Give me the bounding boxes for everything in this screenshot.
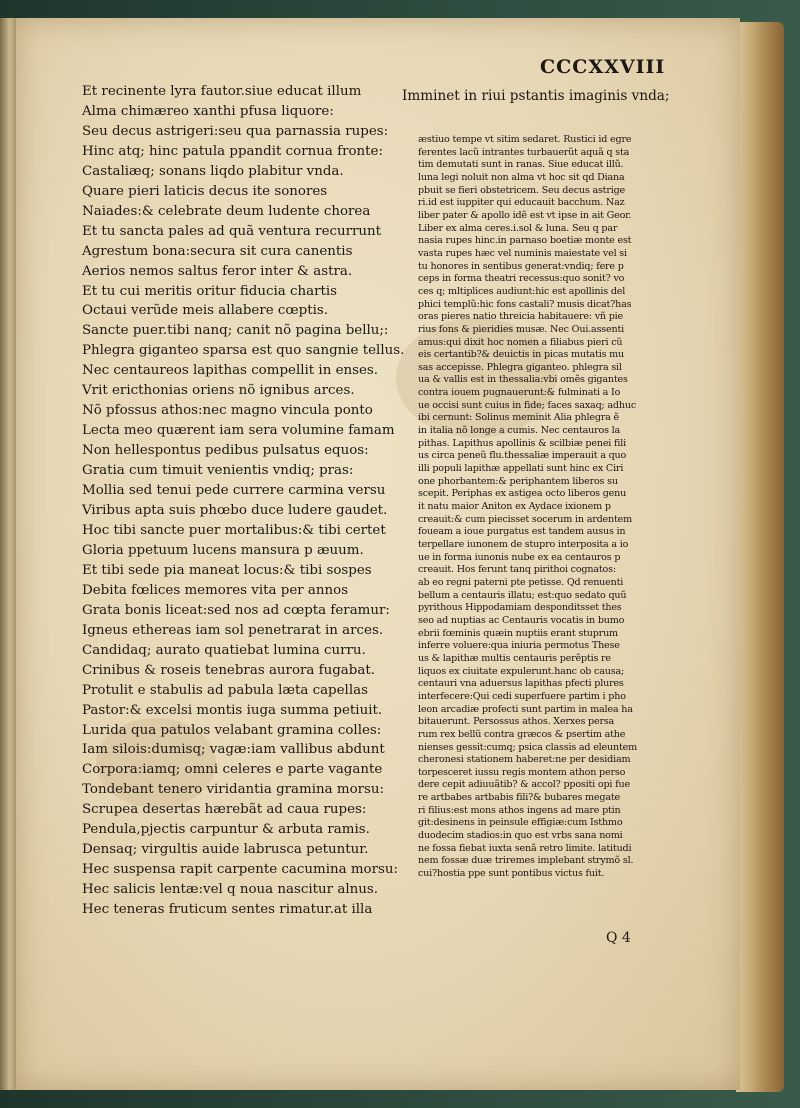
commentary-line: ri filius:est mons athos ingens ad mare ptin [418, 804, 621, 816]
verse-line: Seu decus astrigeri:seu qua parnassia rupes: [82, 123, 389, 139]
verse-line: Igneus ethereas iam sol penetrarat in arces. [82, 622, 384, 638]
commentary-line: creauit. Hos ferunt tanq pirithoi cognatos: [418, 564, 616, 576]
commentary-line: creauit:& cum piecisset socerum in ardentem [418, 513, 633, 525]
commentary-line: ces q; mltiplices audiunt:hic est apollinis del [418, 285, 626, 297]
commentary-line: eis certantib?& deuictis in picas mutatis mu [418, 349, 625, 361]
left-page-edge [0, 18, 17, 1090]
verse-line: Debita fœlices memores vita per annos [82, 582, 349, 598]
verse-line: Agrestum bona:secura sit cura canentis [82, 243, 353, 259]
verse-line: Aerios nemos saltus feror inter & astra. [82, 263, 353, 279]
commentary-line: torpesceret iussu regis montem athon perso [418, 766, 626, 778]
commentary-line: one phorbantem:& periphantem liberos su [418, 475, 618, 487]
commentary-line: seo ad nuptias ac Centauris vocatis in bumo [418, 614, 625, 626]
commentary-lemma: Imminet in riui pstantis imaginis vnda; [402, 88, 670, 104]
verse-line: Non hellespontus pedibus pulsatus equos: [82, 443, 369, 459]
commentary-line: pithas. Lapithus apollinis & scilbiæ penei fili [418, 437, 626, 449]
verse-line: Octaui verũde meis allabere cœptis. [82, 303, 329, 319]
commentary-line: foueam a ioue purgatus est tandem ausus in [418, 526, 626, 538]
commentary-line: oras pieres natio threicia habitauere: vñ pie [418, 311, 624, 323]
commentary-line: bitauerunt. Persossus athos. Xerxes persa [418, 716, 615, 728]
verse-line: Naiades:& celebrate deum ludente chorea [82, 203, 371, 219]
verse-line: Lurida qua patulos velabant gramina colles: [82, 722, 382, 738]
folio-number: CCCXXVIII [540, 56, 666, 78]
commentary-line: cheronesi stationem haberet:ne per desidiam [418, 754, 631, 766]
page-stack-edge [736, 22, 784, 1092]
verse-line: Nec centaureos lapithas compellit in enses. [82, 363, 379, 379]
commentary-line: ua & vallis est in thessalia:vbi omẽs gigantes [418, 374, 628, 386]
verse-line: Tondebant tenero viridantia gramina morsu: [82, 782, 385, 798]
commentary-line: us & lapithæ multis centauris perẽptis re [418, 652, 611, 664]
commentary-line: rum rex bellũ contra græcos & psertim athe [418, 728, 626, 740]
verse-line: Candidaq; aurato quatiebat lumina curru. [82, 642, 366, 658]
verse-line: Alma chimæreo xanthi pfusa liquore: [82, 103, 334, 119]
commentary-line: sas accepisse. Phlegra giganteo. phlegra sil [418, 361, 622, 373]
commentary-line: nasia rupes hinc.in parnaso boetiæ monte est [418, 235, 632, 247]
commentary-line: contra iouem pugnauerunt:& fulminati a Io [418, 387, 621, 399]
verse-line: Hec suspensa rapit carpente cacumina morsu: [82, 862, 399, 878]
commentary-line: us circa peneũ flu.thessaliæ imperauit a quo [418, 450, 627, 462]
commentary-line: pbuit se fieri obstetricem. Seu decus astrige [418, 184, 626, 196]
commentary-line: illi populi lapithæ appellati sunt hinc ex Ciri [418, 463, 624, 475]
verse-line: Crinibus & roseis tenebras aurora fugabat. [82, 662, 375, 678]
commentary-line: ab eo regni paterni pte petisse. Qd renuenti [418, 576, 624, 588]
commentary-line: in italia nõ longe a cumis. Nec centauros la [418, 425, 621, 437]
verse-line: Et recinente lyra fautor.siue educat illum [82, 84, 362, 99]
commentary-line: ri.id est iuppiter qui educauit bacchum. Naz [418, 197, 625, 209]
commentary-line: rius fons & pieridies musæ. Nec Oui.assenti [418, 323, 624, 335]
signature-mark: Q 4 [606, 930, 631, 946]
verse-line: Protulit e stabulis ad pabula læta capellas [82, 682, 368, 698]
verse-line: Grata bonis liceat:sed nos ad cœpta feramur: [82, 602, 390, 618]
verse-line: Et tu cui meritis oritur fiducia chartis [82, 283, 338, 299]
verse-line: Vrit ericthonias oriens nõ ignibus arces. [82, 383, 355, 399]
commentary-line: ferentes lacũ intrantes turbauerũt aquã q sta [418, 146, 630, 158]
verse-line: Densaq; virgultis auide labrusca petuntur. [82, 842, 369, 858]
verse-line: Hec salicis lentæ:vel q noua nascitur alnus. [82, 882, 378, 898]
commentary-line: cui?hostia ppe sunt pontibus victus fuit. [418, 868, 605, 880]
commentary-line: ue occisi sunt cuius in fide; faces saxaq; adhuc [418, 399, 636, 411]
commentary-line: bellum a centauris illatu; est:quo sedato quũ [418, 589, 627, 601]
verse-line: Viribus apta suis phœbo duce ludere gaudet. [82, 503, 388, 519]
commentary-line: ebrii fœminis quæin nuptiis erant stuprum [418, 627, 618, 639]
commentary-line: tu honores in sentibus generat:vndiq; fere p [418, 260, 624, 272]
commentary-line: vasta rupes hæc vel numinis maiestate vel si [418, 247, 627, 259]
verse-line: Gloria ppetuum lucens mansura p æuum. [82, 542, 364, 558]
commentary-column [418, 134, 728, 881]
commentary-line: Liber ex alma ceres.i.sol & luna. Seu q par [418, 222, 618, 234]
commentary-line: git:desinens in peinsule effigiæ:cum Isthmo [418, 817, 623, 829]
verse-line: Et tu sancta pales ad quã ventura recurrunt [82, 223, 382, 239]
verse-line: Quare pieri laticis decus ite sonores [82, 183, 328, 199]
verse-line: Mollia sed tenui pede currere carmina versu [82, 483, 386, 499]
commentary-line: leon arcadiæ profecti sunt partim in malea ha [418, 703, 633, 715]
verse-line: Pastor:& excelsi montis iuga summa petiuit. [82, 702, 383, 718]
commentary-line: terpellare iunonem de stupro interposita a io [418, 539, 629, 550]
commentary-line: nienses gessit:cumq; psica classis ad eleuntem [418, 741, 638, 753]
commentary-line: re artbabes artbabis fili?& bubares megate [418, 792, 621, 804]
commentary-line: pyrithous Hippodamiam desponditsset thes [418, 602, 622, 614]
verse-line: Pendula,pjectis carpuntur & arbuta ramis. [82, 822, 370, 838]
commentary-line: centauri vna aduersus lapithas pfecti plures [418, 678, 624, 690]
commentary-line: liquos ex ciuitate expulerunt.hanc ob causa; [418, 665, 625, 677]
commentary-line: ue in forma iunonis nube ex ea centauros p [418, 551, 621, 563]
commentary-line: inferre voluere:qua iniuria permotus These [418, 640, 620, 652]
verse-line: Gratia cum timuit venientis vndiq; pras: [82, 463, 354, 479]
commentary-line: interfecere:Qui cedi superfuere partim i pho [418, 690, 626, 702]
verse-line: Castaliæq; sonans liqdo plabitur vnda. [82, 163, 344, 179]
verse-line: Phlegra giganteo sparsa est quo sangnie tellus. [82, 343, 405, 359]
verse-line: Hoc tibi sancte puer mortalibus:& tibi certet [82, 522, 386, 538]
commentary-line: dere cepit adiuuãtib? & accol? ppositi opi fue [418, 779, 630, 791]
commentary-line: duodecim stadios:in quo est vrbs sana nomi [418, 830, 623, 842]
commentary-line: nem fossæ duæ triremes implebant strymõ sl. [418, 855, 634, 867]
verse-line: Et tibi sede pia maneat locus:& tibi sospes [82, 562, 372, 578]
verse-line: Hinc atq; hinc patula ppandit cornua fronte: [82, 143, 383, 159]
commentary-line: luna legi noluit non alma vt hoc sit qd Diana [418, 171, 625, 183]
commentary-line: ceps in forma theatri recessus:quo sonit? vo [418, 273, 625, 285]
verse-line: Corpora:iamq; omni celeres e parte vagante [82, 762, 383, 778]
commentary-line: ne fossa fiebat iuxta senã retro limite. latitudi [418, 842, 632, 854]
commentary-line: phici templũ:hic fons castali? musis dicat?has [418, 298, 632, 310]
commentary-line: liber pater & apollo idẽ est vt ipse in ait Geor. [418, 209, 632, 221]
commentary-line: amus:qui dixit hoc nomen a filiabus pieri cũ [418, 336, 623, 348]
commentary-line: scepit. Periphas ex astigea octo liberos genu [418, 488, 627, 500]
verse-line: Iam silois:dumisq; vagæ:iam vallibus abdunt [82, 742, 385, 758]
verse-line: Hec teneras fruticum sentes rimatur.at illa [82, 902, 373, 918]
verse-line: Scrupea desertas hærebãt ad caua rupes: [82, 802, 367, 818]
verse-line: Lecta meo quærent iam sera volumine famam [82, 423, 395, 439]
commentary-line: tim demutati sunt in ranas. Siue educat illũ. [418, 159, 624, 171]
verse-line: Nõ pfossus athos:nec magno vincula ponto [82, 403, 373, 419]
verse-column [82, 82, 412, 920]
commentary-line: æstiuo tempe vt sitim sedaret. Rustici id egre [418, 134, 632, 145]
commentary-line: ibi cernunt: Solinus meminit Alia phlegra ẽ [418, 412, 620, 424]
verse-line: Sancte puer.tibi nanq; canit nõ pagina bellu;: [82, 323, 389, 339]
commentary-line: it natu maior Aniton ex Aydace ixionem p [418, 501, 611, 513]
